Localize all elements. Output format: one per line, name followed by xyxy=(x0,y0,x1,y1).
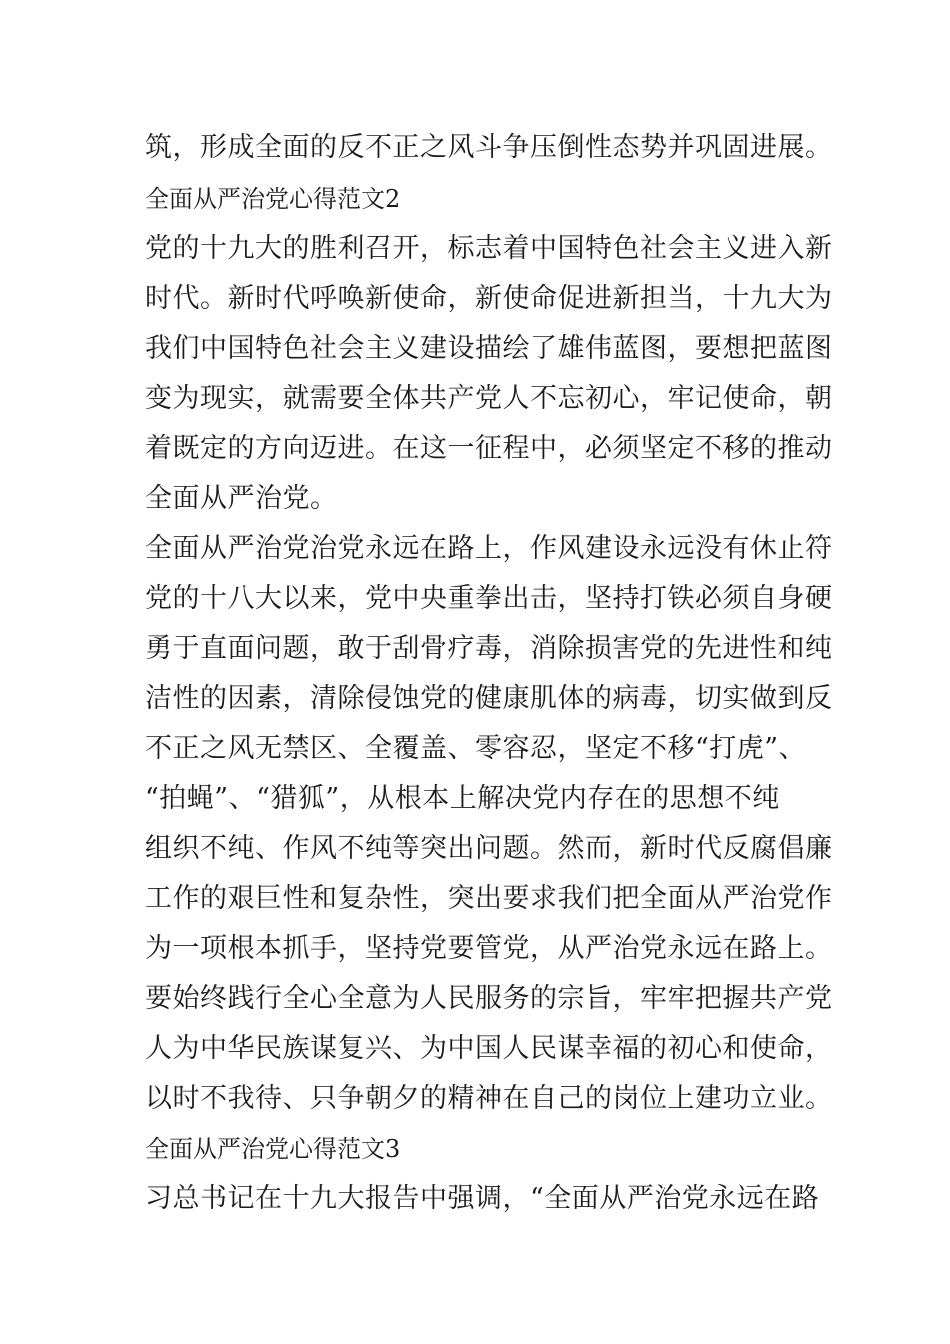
paragraph-line: 党的十九大的胜利召开，标志着中国特色社会主义进入新 xyxy=(145,233,833,264)
paragraph-line: 以时不我待、只争朝夕的精神在自己的岗位上建功立业。 xyxy=(145,1083,833,1114)
paragraph-line: 要始终践行全心全意为人民服务的宗旨，牢牢把握共产党 xyxy=(145,983,833,1014)
paragraph-line: 我们中国特色社会主义建设描绘了雄伟蓝图，要想把蓝图 xyxy=(145,333,833,364)
paragraph-line: 全面从严治党治党永远在路上，作风建设永远没有休止符 xyxy=(145,533,833,564)
paragraph-line: 人为中华民族谋复兴、为中国人民谋幸福的初心和使命， xyxy=(145,1033,833,1064)
paragraph-line: 习总书记在十九大报告中强调，“全面从严治党永远在路 xyxy=(145,1183,820,1214)
paragraph-line: 为一项根本抓手，坚持党要管党，从严治党永远在路上。 xyxy=(145,933,833,964)
paragraph-line: 组织不纯、作风不纯等突出问题。然而，新时代反腐倡廉 xyxy=(145,833,833,864)
section-heading: 全面从严治党心得范文3 xyxy=(145,1135,401,1163)
paragraph-line: 洁性的因素，清除侵蚀党的健康肌体的病毒，切实做到反 xyxy=(145,683,833,714)
paragraph-line: 筑，形成全面的反不正之风斗争压倒性态势并巩固进展。 xyxy=(145,132,833,163)
paragraph-line: 全面从严治党。 xyxy=(145,483,338,514)
section-heading: 全面从严治党心得范文2 xyxy=(145,185,401,213)
paragraph-line: 勇于直面问题，敢于刮骨疗毒，消除损害党的先进性和纯 xyxy=(145,633,833,664)
paragraph-line: 着既定的方向迈进。在这一征程中，必须坚定不移的推动 xyxy=(145,433,833,464)
paragraph-line: 工作的艰巨性和复杂性，突出要求我们把全面从严治党作 xyxy=(145,883,833,914)
paragraph-line: 变为现实，就需要全体共产党人不忘初心，牢记使命，朝 xyxy=(145,383,833,414)
paragraph-line: 党的十八大以来，党中央重拳出击，坚持打铁必须自身硬 xyxy=(145,583,833,614)
paragraph-line: 不正之风无禁区、全覆盖、零容忍，坚定不移“打虎”、 xyxy=(145,733,807,764)
paragraph-line: 时代。新时代呼唤新使命，新使命促进新担当，十九大为 xyxy=(145,283,833,314)
paragraph-line: “拍蝇”、“猎狐”，从根本上解决党内存在的思想不纯 xyxy=(145,783,780,814)
